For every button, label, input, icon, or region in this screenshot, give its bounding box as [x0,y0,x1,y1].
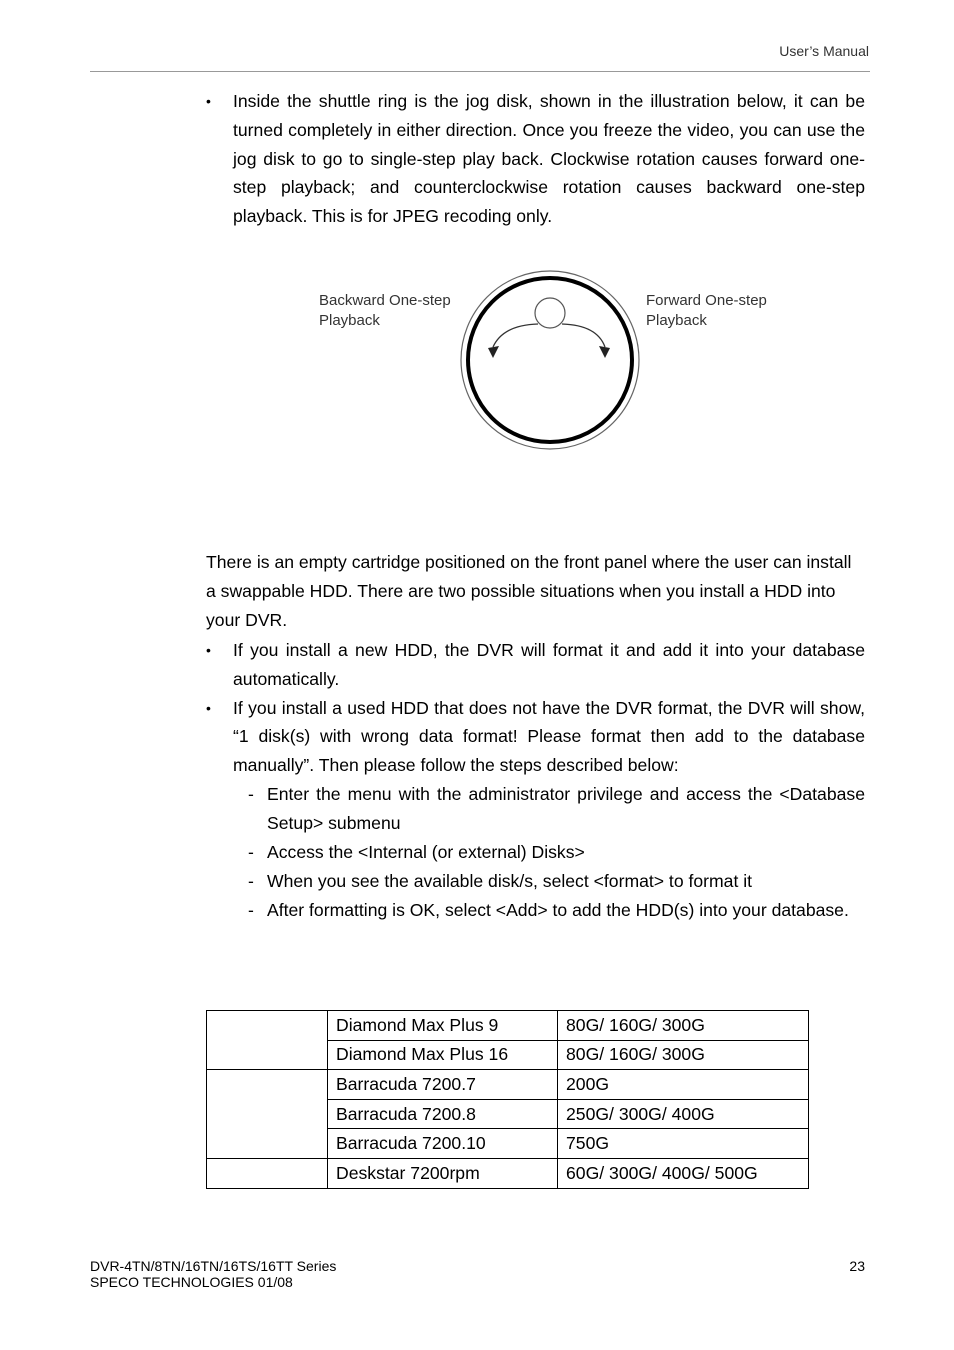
list-item: • If you install a used HDD that does not have the DVR format, the DVR will show, “1 disk(s) with wrong data format! Please format then add to the database manually”. Then please follow the steps described below: - Enter the menu with the administrator privilege and access the <Database Setup> submenu - Access the <Internal (or external) Disks> - When you see the available disk/s, select <format> to format it - After formatting is OK, select <Add> to add the HDD(s) into your database. [206,694,865,925]
model-cell: Deskstar 7200rpm [328,1158,558,1188]
capacity-cell: 250G/ 300G/ 400G [558,1099,809,1129]
table-row [207,1070,809,1100]
hdd-compatibility-table [206,1010,809,1189]
brand-cell [207,1070,328,1159]
model-cell: Barracuda 7200.10 [328,1129,558,1159]
model-cell: Barracuda 7200.7 [328,1070,558,1100]
capacity-cell: 750G [558,1129,809,1159]
bullet-icon: • [206,93,211,109]
jog-disk-description: Inside the shuttle ring is the jog disk, shown in the illustration below, it can be turned completely in either direction. Once you freeze the video, you can use the jog disk to go to single-step play back. Clockwise rotation causes forward one-step playback; and counterclockwise rotation causes backward one-step playback. This is for JPEG recoding only. [233,91,865,227]
capacity-cell: 200G [558,1070,809,1100]
header-title: User’s Manual [779,43,869,59]
bullet-icon: • [206,642,211,658]
brand-cell [207,1011,328,1070]
dash-icon: - [248,899,254,920]
backward-label: Backward One-step Playback [319,292,451,329]
jog-disk-bullet-list [206,87,865,231]
brand-cell [207,1158,328,1188]
model-cell: Diamond Max Plus 9 [328,1011,558,1041]
list-item: • If you install a new HDD, the DVR will format it and add it into your database automatically. [206,636,865,694]
hdd-intro-paragraph: There is an empty cartridge positioned on the front panel where the user can install a swappable HDD. There are two possible situations when you install a HDD into your DVR. [206,552,852,630]
jog-disk-diagram [300,262,800,457]
hdd-bullet-list [206,636,865,925]
bullet-icon: • [206,699,211,716]
capacity-cell: 80G/ 160G/ 300G [558,1011,809,1041]
model-cell: Diamond Max Plus 16 [328,1040,558,1070]
dash-icon: - [248,870,254,891]
list-item [206,87,865,231]
jog-disk-icon [455,262,645,457]
capacity-cell: 60G/ 300G/ 400G/ 500G [558,1158,809,1188]
steps-list [233,780,865,925]
footer-company: SPECO TECHNOLOGIES 01/08 [90,1274,293,1290]
list-item: - Enter the menu with the administrator privilege and access the <Database Setup> submenu [248,780,865,838]
hdd-section [206,548,865,635]
footer-series: DVR-4TN/8TN/16TN/16TS/16TT Series [90,1258,337,1274]
forward-label: Forward One-step Playback [646,292,767,329]
list-item: - After formatting is OK, select <Add> to add the HDD(s) into your database. [248,896,865,925]
header-rule [90,71,870,72]
model-cell: Barracuda 7200.8 [328,1099,558,1129]
list-item: - When you see the available disk/s, select <format> to format it [248,867,865,896]
capacity-cell: 80G/ 160G/ 300G [558,1040,809,1070]
dash-icon: - [248,783,254,804]
footer-left [90,1258,336,1290]
page-number: 23 [849,1258,865,1274]
list-item: - Access the <Internal (or external) Disks> [248,838,865,867]
table-row [207,1158,809,1188]
table-row [207,1011,809,1041]
dash-icon: - [248,841,254,862]
